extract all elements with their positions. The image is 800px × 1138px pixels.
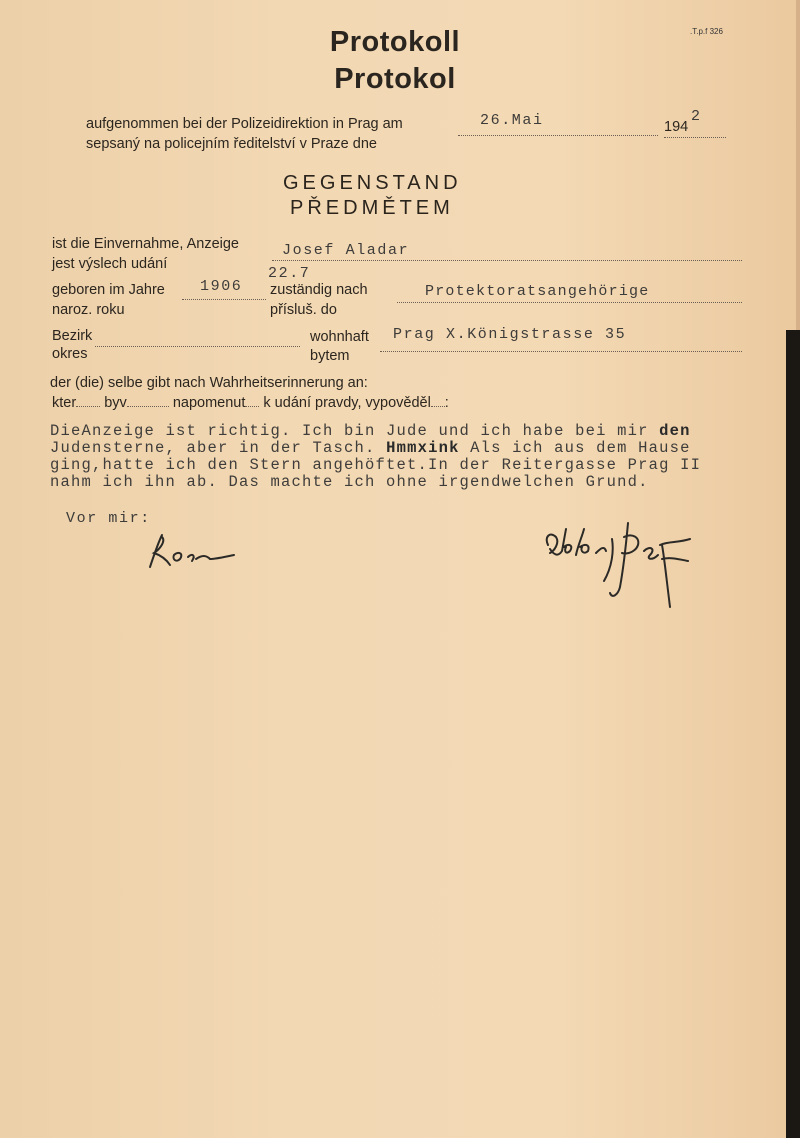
label-anzeige-german: ist die Einvernahme, Anzeige bbox=[52, 236, 239, 252]
birth-day: 22.7 bbox=[268, 265, 311, 282]
address-line bbox=[380, 351, 742, 352]
page-edge bbox=[796, 0, 800, 330]
header-line-german: aufgenommen bei der Polizeidirektion in Prag am bbox=[86, 116, 403, 132]
form-code: .T.p.f 326 bbox=[690, 27, 723, 36]
subject-name: Josef Aladar bbox=[282, 242, 410, 259]
header-line-czech: sepsaný na policejním ředitelství v Praze dne bbox=[86, 136, 377, 152]
statement-line-4: nahm ich ihn ab. Das machte ich ohne irgendwelchen Grund. bbox=[50, 473, 649, 491]
title-german: Protokoll bbox=[329, 26, 461, 58]
label-wohnhaft-czech: bytem bbox=[310, 348, 350, 364]
year-digit: 2 bbox=[691, 108, 702, 125]
intro-czech-3: napomenut bbox=[172, 395, 246, 411]
witness-signature bbox=[540, 515, 705, 635]
intro-czech-4: k udání pravdy, vypověděl bbox=[263, 395, 431, 411]
statement-line-1: DieAnzeige ist richtig. Ich bin Jude und ich habe bei mir den bbox=[50, 422, 691, 440]
protocol-date: 26.Mai bbox=[480, 112, 544, 129]
year-line bbox=[664, 137, 726, 138]
intro-czech-1: kter bbox=[52, 395, 77, 411]
statement-line-2: Judensterne, aber in der Tasch. Hmmxink Als ich aus dem Hause bbox=[50, 439, 691, 457]
address-value: Prag X.Königstrasse 35 bbox=[393, 326, 627, 343]
subject-german: GEGENSTAND bbox=[283, 172, 462, 194]
label-born-german: geboren im Jahre bbox=[52, 282, 165, 298]
officer-signature bbox=[140, 525, 250, 575]
label-bezirk-german: Bezirk bbox=[52, 328, 93, 344]
vor-mir-label: Vor mir: bbox=[66, 510, 151, 527]
date-line bbox=[458, 135, 658, 136]
subject-czech: PŘEDMĚTEM bbox=[290, 197, 454, 219]
label-zustandig-german: zuständig nach bbox=[270, 282, 368, 298]
intro-czech-2: byv bbox=[104, 395, 127, 411]
label-wohnhaft-german: wohnhaft bbox=[310, 329, 369, 345]
jurisdiction-line bbox=[397, 302, 742, 303]
torn-page-edge bbox=[786, 330, 800, 1138]
label-bezirk-czech: okres bbox=[52, 346, 88, 362]
birth-year: 1906 bbox=[200, 278, 243, 295]
intro-german: der (die) selbe gibt nach Wahrheitserinnerung an: bbox=[50, 375, 368, 391]
birth-year-line bbox=[182, 299, 266, 300]
label-zustandig-czech: přísluš. do bbox=[270, 302, 337, 318]
struck-out-word: Hmmxink bbox=[386, 439, 460, 457]
year-prefix: 194 bbox=[664, 119, 689, 135]
intro-czech: kter byv napomenut k udání pravdy, vypověděl : bbox=[52, 395, 449, 411]
title-czech: Protokol bbox=[334, 63, 456, 95]
label-anzeige-czech: jest výslech udání bbox=[52, 256, 168, 272]
jurisdiction-value: Protektoratsangehörige bbox=[425, 283, 650, 300]
district-line bbox=[95, 346, 300, 347]
statement-line-3: ging,hatte ich den Stern angehöftet.In der Reitergasse Prag II bbox=[50, 456, 702, 474]
label-born-czech: naroz. roku bbox=[52, 302, 125, 318]
name-line bbox=[272, 260, 742, 261]
